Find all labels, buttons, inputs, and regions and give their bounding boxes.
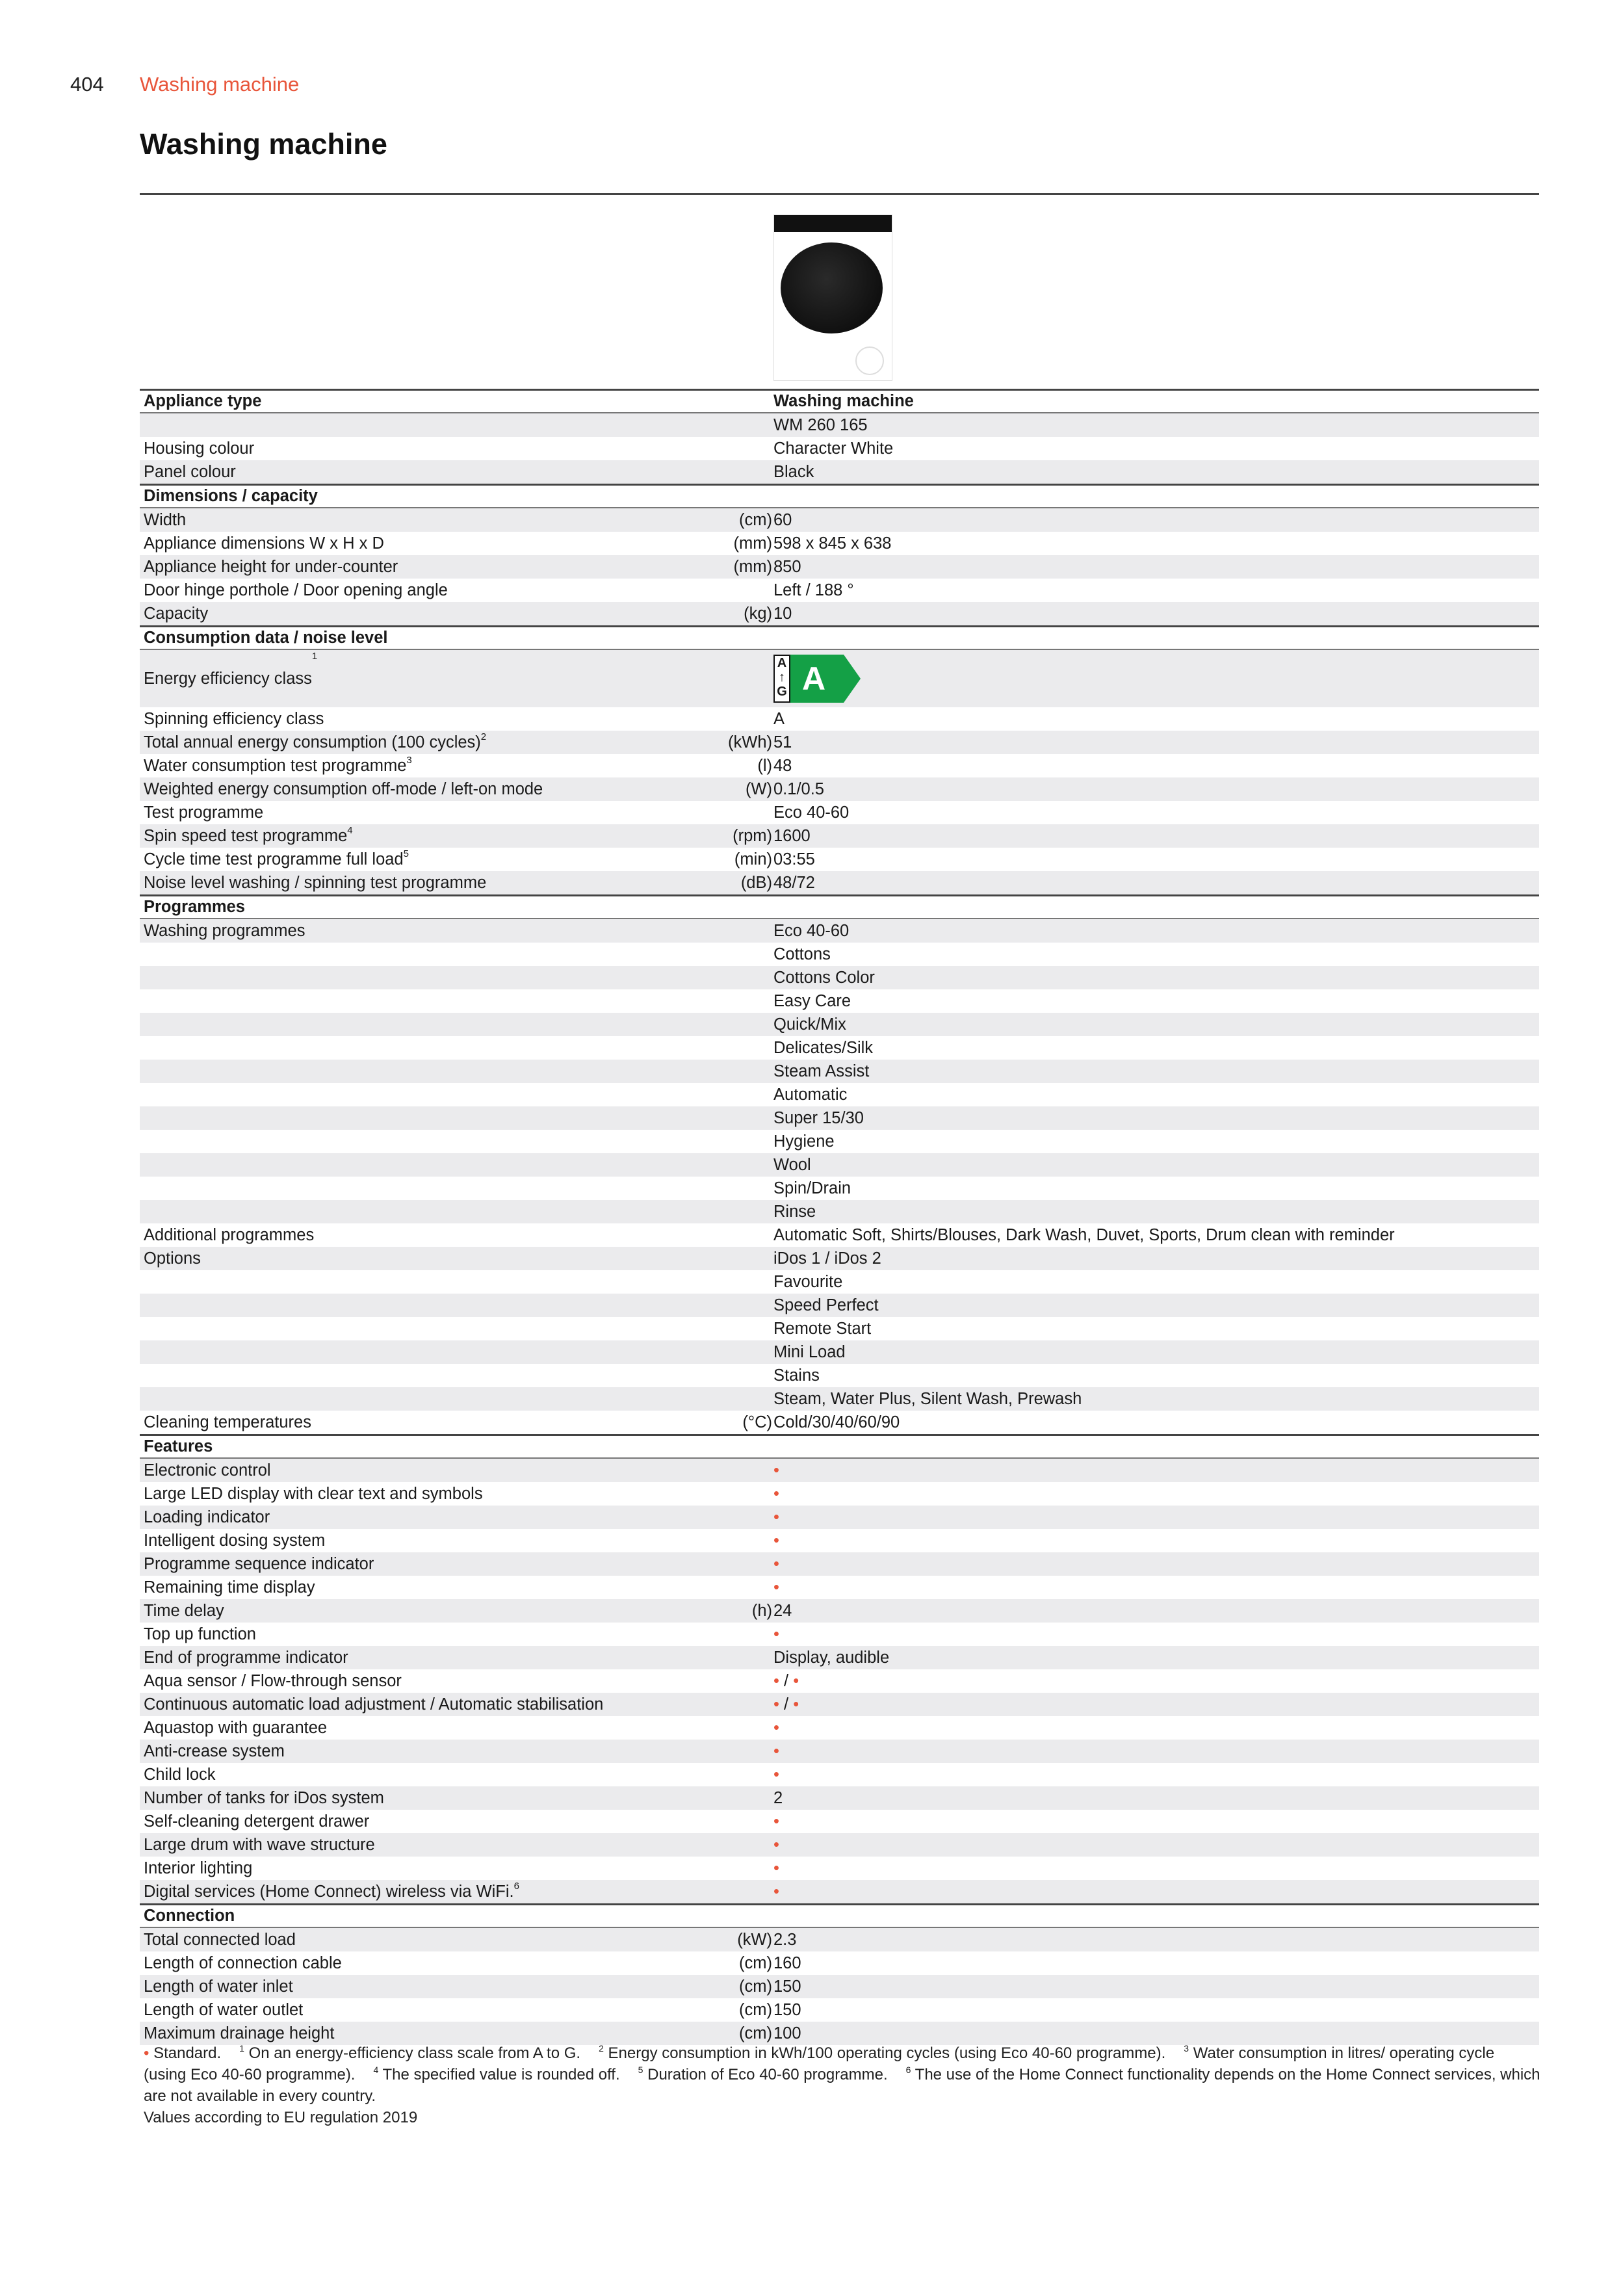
spec-label: Anti-crease system [144, 1742, 285, 1760]
footnote-number: 3 [1184, 2043, 1189, 2054]
spec-value: Remote Start [773, 1320, 872, 1338]
spec-value [773, 1880, 779, 1903]
spec-value: 100 [773, 2024, 801, 2042]
spec-unit: (l) [757, 757, 772, 775]
spec-label: Features [144, 1437, 213, 1455]
spec-row [140, 1646, 1539, 1669]
spec-row [140, 650, 1539, 707]
spec-row [140, 1060, 1539, 1083]
spec-label: Self-cleaning detergent drawer [144, 1812, 370, 1831]
footnote [638, 2066, 888, 2083]
page-title: Washing machine [140, 127, 387, 161]
spec-label: Weighted energy consumption off-mode / left-on mode [144, 780, 543, 798]
spec-value: 48 [773, 757, 792, 775]
spec-label: Number of tanks for iDos system [144, 1789, 384, 1807]
spec-label: Noise level washing / spinning test programme [144, 874, 487, 892]
program-dial [855, 346, 884, 375]
arrow-up-icon: ↑ [779, 670, 785, 685]
spec-row [140, 731, 1539, 754]
spec-label: Large drum with wave structure [144, 1836, 375, 1854]
spec-value: 850 [773, 558, 801, 576]
spec-row [140, 1247, 1539, 1270]
footnote-number: 4 [373, 2065, 379, 2075]
spec-label: Consumption data / noise level [144, 629, 388, 647]
spec-row [140, 754, 1539, 777]
spec-row [140, 1294, 1539, 1317]
spec-label: Spinning efficiency class [144, 710, 324, 728]
spec-row [140, 602, 1539, 625]
spec-value: Super 15/30 [773, 1109, 864, 1127]
spec-value [773, 1623, 779, 1646]
spec-value: 03:55 [773, 850, 815, 868]
spec-label: Length of connection cable [144, 1954, 342, 1972]
spec-label: Dimensions / capacity [144, 487, 318, 505]
spec-row [140, 1482, 1539, 1506]
spec-value: Automatic Soft, Shirts/Blouses, Dark Wash, Duvet, Sports, Drum clean with reminder [773, 1226, 1395, 1244]
standard-bullet-icon: • [773, 1836, 779, 1854]
spec-label: Additional programmes [144, 1226, 315, 1244]
footnote-ref: 5 [403, 848, 409, 859]
standard-bullet-icon: • [773, 1532, 779, 1550]
spec-row [140, 1693, 1539, 1716]
spec-value: Eco 40-60 [773, 803, 850, 822]
spec-value: Delicates/Silk [773, 1039, 874, 1057]
spec-value: Display, audible [773, 1649, 890, 1667]
spec-label: Water consumption test programme$^3$ [144, 755, 412, 775]
spec-label: Large LED display with clear text and symbols [144, 1485, 483, 1503]
footnote-number: 2 [599, 2043, 604, 2054]
standard-bullet-icon: • [773, 1742, 779, 1760]
spec-value [773, 1857, 779, 1880]
spec-value [773, 1810, 779, 1833]
spec-value: Black [773, 463, 814, 481]
spec-value: Washing machine [773, 392, 914, 410]
spec-label: Time delay [144, 1602, 224, 1620]
spec-unit: (kg) [744, 605, 772, 623]
spec-value: 150 [773, 1977, 801, 1996]
spec-label: Intelligent dosing system [144, 1532, 326, 1550]
spec-value: 598 x 845 x 638 [773, 534, 892, 553]
standard-bullet-icon: • [773, 1719, 779, 1737]
spec-label: Electronic control [144, 1461, 271, 1480]
spec-label: Appliance height for under-counter [144, 558, 398, 576]
spec-row [140, 508, 1539, 532]
spec-unit: (dB) [740, 874, 772, 892]
spec-value: Easy Care [773, 992, 851, 1010]
spec-label: Aquastop with guarantee [144, 1719, 328, 1737]
standard-bullet-icon: • [773, 1672, 779, 1690]
spec-label: Digital services (Home Connect) wireless via WiFi.$^6$ [144, 1881, 519, 1901]
spec-row [140, 824, 1539, 848]
footnotes [144, 2042, 1541, 2128]
standard-bullet-icon: • [773, 1555, 779, 1573]
spec-label: End of programme indicator [144, 1649, 348, 1667]
spec-value: • / • [773, 1672, 799, 1690]
spec-row [140, 777, 1539, 801]
spec-value: 60 [773, 511, 792, 529]
spec-row [140, 1833, 1539, 1857]
spec-value [773, 1716, 779, 1740]
spec-value: Hygiene [773, 1132, 835, 1151]
footnote-ref: 6 [513, 1881, 519, 1892]
spec-label: Programme sequence indicator [144, 1555, 374, 1573]
spec-value: 48/72 [773, 874, 815, 892]
breadcrumb: Washing machine [140, 73, 300, 96]
footnote-ref: 1 [311, 651, 318, 662]
spec-row [140, 1364, 1539, 1387]
spec-label: Length of water outlet [144, 2001, 304, 2019]
standard-bullet-icon: • [773, 1695, 779, 1714]
spec-value: Eco 40-60 [773, 922, 850, 940]
footnote-ref: 3 [406, 755, 412, 766]
spec-row [140, 848, 1539, 871]
spec-row [140, 1036, 1539, 1060]
footnote-ref: 2 [480, 731, 487, 742]
spec-row [140, 1740, 1539, 1763]
spec-value: 150 [773, 2001, 801, 2019]
spec-row [140, 801, 1539, 824]
spec-row [140, 871, 1539, 894]
spec-row [140, 1013, 1539, 1036]
spec-unit: (min) [734, 850, 772, 868]
spec-value: Spin/Drain [773, 1179, 851, 1197]
spec-row [140, 1083, 1539, 1106]
footnote-ref: 4 [347, 825, 353, 836]
spec-value [773, 1459, 779, 1482]
spec-unit: (°C) [742, 1413, 772, 1431]
spec-row [140, 1669, 1539, 1693]
spec-row [140, 1317, 1539, 1340]
spec-unit: (W) [745, 780, 772, 798]
footnote [599, 2044, 1165, 2062]
spec-row [140, 579, 1539, 602]
spec-value: Automatic [773, 1086, 848, 1104]
spec-value: Rinse [773, 1203, 816, 1221]
footnote-text: The specified value is rounded off. [378, 2066, 620, 2083]
standard-bullet-icon: • [773, 1485, 779, 1503]
spec-row [140, 1153, 1539, 1177]
standard-bullet-icon: • [773, 1578, 779, 1597]
spec-label: Total connected load [144, 1931, 296, 1949]
control-panel [774, 215, 892, 232]
spec-label: Cycle time test programme full load$^5$ [144, 848, 409, 868]
spec-label: Aqua sensor / Flow-through sensor [144, 1672, 402, 1690]
spec-row [140, 532, 1539, 555]
spec-label: Capacity [144, 605, 209, 623]
spec-value: • / • [773, 1695, 799, 1714]
spec-label: Programmes [144, 898, 245, 916]
section-header [140, 484, 1539, 508]
scale-bottom: G [777, 685, 787, 699]
footnote-text: On an energy-efficiency class scale from A to G. [244, 2044, 581, 2062]
spec-value [773, 1833, 779, 1857]
spec-row [140, 707, 1539, 731]
standard-bullet-icon: • [773, 1625, 779, 1643]
spec-unit: (cm) [739, 511, 772, 529]
spec-unit: (kWh) [728, 733, 772, 751]
spec-value: Cottons [773, 945, 831, 963]
spec-value [773, 1576, 779, 1599]
spec-row [140, 1529, 1539, 1552]
spec-label: Appliance dimensions W x H x D [144, 534, 384, 553]
spec-unit: (h) [751, 1602, 772, 1620]
footnote-standard: Standard. [153, 2044, 222, 2062]
standard-bullet-icon: • [144, 2044, 154, 2062]
spec-label: Appliance type [144, 392, 262, 410]
spec-unit: (cm) [739, 1954, 772, 1972]
spec-value: 160 [773, 1954, 801, 1972]
spec-label: Loading indicator [144, 1508, 270, 1526]
spec-row [140, 1177, 1539, 1200]
spec-label: Remaining time display [144, 1578, 315, 1597]
spec-row [140, 966, 1539, 989]
spec-row [140, 1411, 1539, 1434]
spec-unit: (mm) [733, 534, 772, 553]
spec-label: Cleaning temperatures [144, 1413, 311, 1431]
scale-top: A [777, 656, 787, 670]
spec-label: Length of water inlet [144, 1977, 293, 1996]
section-header [140, 894, 1539, 919]
spec-row [140, 1506, 1539, 1529]
spec-row [140, 919, 1539, 943]
spec-row [140, 1810, 1539, 1833]
spec-label: Child lock [144, 1766, 216, 1784]
spec-row [140, 1928, 1539, 1951]
spec-row [140, 989, 1539, 1013]
spec-row [140, 460, 1539, 484]
footnote-text: Duration of Eco 40-60 programme. [643, 2066, 888, 2083]
spec-value: Steam, Water Plus, Silent Wash, Prewash [773, 1390, 1082, 1408]
spec-label: Spin speed test programme$^4$ [144, 825, 353, 845]
spec-value: Stains [773, 1366, 820, 1385]
spec-row [140, 943, 1539, 966]
section-header [140, 389, 1539, 413]
section-header [140, 625, 1539, 650]
spec-label: Panel colour [144, 463, 236, 481]
spec-row [140, 1387, 1539, 1411]
spec-label: Energy efficiency class$^1$ [144, 651, 318, 688]
spec-label: Top up function [144, 1625, 256, 1643]
spec-value: A [773, 710, 785, 728]
spec-row [140, 1998, 1539, 2022]
regulation-note: Values according to EU regulation 2019 [144, 2109, 418, 2126]
spec-value: iDos 1 / iDos 2 [773, 1249, 881, 1268]
spec-value [773, 1740, 779, 1763]
spec-value: Wool [773, 1156, 811, 1174]
spec-row [140, 1975, 1539, 1998]
spec-value [773, 1506, 779, 1529]
spec-unit: (cm) [739, 1977, 772, 1996]
spec-value: Quick/Mix [773, 1015, 846, 1034]
section-header [140, 1434, 1539, 1459]
spec-value: WM 260 165 [773, 416, 868, 434]
footnote [239, 2044, 580, 2062]
spec-row [140, 1786, 1539, 1810]
spec-label: Housing colour [144, 439, 255, 458]
spec-label: Test programme [144, 803, 264, 822]
spec-row [140, 555, 1539, 579]
spec-value: Speed Perfect [773, 1296, 879, 1314]
spec-label: Washing programmes [144, 922, 305, 940]
spec-unit: (kW) [737, 1931, 772, 1949]
spec-value: 24 [773, 1602, 792, 1620]
standard-bullet-icon: • [773, 1508, 779, 1526]
section-header [140, 1903, 1539, 1928]
energy-class: A [802, 660, 826, 697]
spec-value: Cold/30/40/60/90 [773, 1413, 900, 1431]
spec-row [140, 1106, 1539, 1130]
spec-row [140, 1576, 1539, 1599]
spec-row [140, 1130, 1539, 1153]
spec-row [140, 1270, 1539, 1294]
spec-label: Maximum drainage height [144, 2024, 335, 2042]
spec-label: Total annual energy consumption (100 cycles)$^2$ [144, 731, 487, 751]
standard-bullet-icon: • [773, 1461, 779, 1480]
spec-value: 1600 [773, 827, 811, 845]
spec-row [140, 1340, 1539, 1364]
spec-value: 10 [773, 605, 792, 623]
standard-bullet-icon: • [793, 1672, 799, 1690]
energy-arrow-shape [790, 655, 862, 703]
spec-row [140, 1716, 1539, 1740]
spec-row [140, 1599, 1539, 1623]
spec-row [140, 1223, 1539, 1247]
page-number: 404 [70, 73, 104, 96]
spec-label: Continuous automatic load adjustment / Automatic stabilisation [144, 1695, 604, 1714]
spec-label: Width [144, 511, 187, 529]
energy-label-badge [773, 655, 871, 703]
footnote-number: 1 [239, 2043, 244, 2054]
spec-value: Steam Assist [773, 1062, 870, 1080]
spec-value [773, 1482, 779, 1506]
spec-row [140, 1200, 1539, 1223]
spec-value: 2.3 [773, 1931, 797, 1949]
spec-value: 51 [773, 733, 792, 751]
spec-value [773, 1763, 779, 1786]
divider [140, 193, 1539, 195]
spec-row [140, 2022, 1539, 2045]
footnote-text: Energy consumption in kWh/100 operating cycles (using Eco 40-60 programme). [603, 2044, 1166, 2062]
spec-table [140, 389, 1539, 2045]
footnote-number: 6 [905, 2065, 911, 2075]
spec-label: Connection [144, 1907, 235, 1925]
standard-bullet-icon: • [773, 1883, 779, 1901]
spec-value: Mini Load [773, 1343, 846, 1361]
spec-row [140, 1951, 1539, 1975]
spec-value: Cottons Color [773, 969, 875, 987]
spec-value [773, 1552, 779, 1576]
energy-scale [773, 655, 790, 703]
standard-bullet-icon: • [773, 1859, 779, 1877]
spec-value: Left / 188 ° [773, 581, 854, 599]
spec-unit: (cm) [739, 2024, 772, 2042]
spec-row [140, 1623, 1539, 1646]
porthole-door [781, 242, 883, 333]
spec-row [140, 437, 1539, 460]
spec-row [140, 1857, 1539, 1880]
spec-row [140, 1763, 1539, 1786]
spec-value: Favourite [773, 1273, 843, 1291]
spec-unit: (rpm) [733, 827, 772, 845]
spec-unit: (mm) [733, 558, 772, 576]
spec-label: Interior lighting [144, 1859, 253, 1877]
footnote-text: Water consumption in litres/ operating cycle (using Eco 40-60 programme). [144, 2044, 1495, 2083]
spec-value: 2 [773, 1789, 783, 1807]
spec-unit: (cm) [739, 2001, 772, 2019]
spec-row [140, 413, 1539, 437]
spec-value: Character White [773, 439, 894, 458]
standard-bullet-icon: • [793, 1695, 799, 1714]
spec-row [140, 1552, 1539, 1576]
spec-label: Options [144, 1249, 201, 1268]
spec-row [140, 1459, 1539, 1482]
standard-bullet-icon: • [773, 1766, 779, 1784]
standard-bullet-icon: • [773, 1812, 779, 1831]
spec-label: Door hinge porthole / Door opening angle [144, 581, 448, 599]
footnote-text: The use of the Home Connect functionality depends on the Home Connect services, which are not available in every country. [144, 2066, 1540, 2105]
spec-value [773, 1529, 779, 1552]
product-image [773, 215, 892, 381]
footnote-number: 5 [638, 2065, 643, 2075]
spec-value: 0.1/0.5 [773, 780, 824, 798]
footnote [373, 2066, 619, 2083]
spec-row [140, 1880, 1539, 1903]
